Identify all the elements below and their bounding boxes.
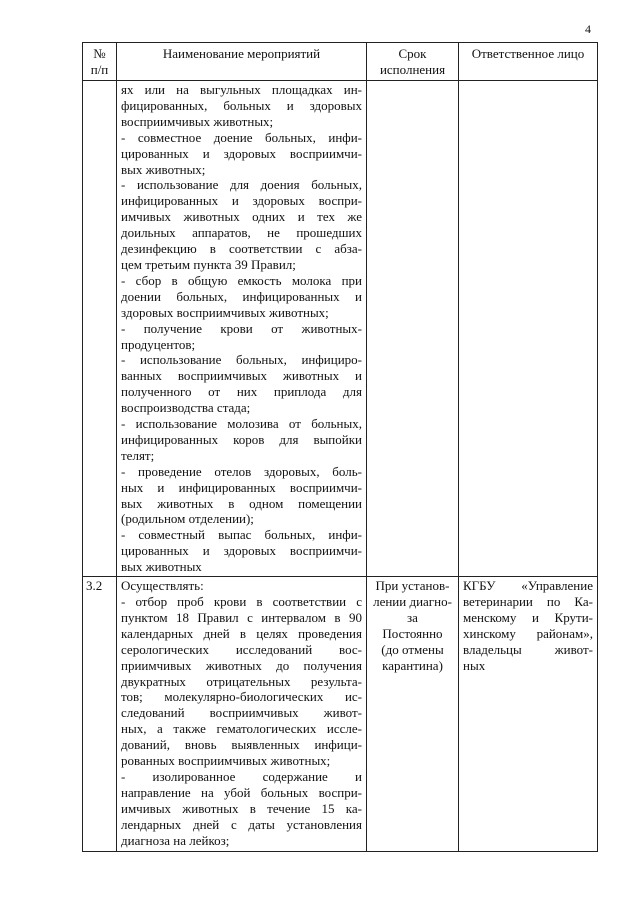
term-cell [367, 81, 459, 577]
table-row [83, 577, 598, 852]
measure-text-line: инфицированных и здоровых воспри- [121, 193, 362, 209]
term-text-line: карантина) [382, 657, 443, 673]
header-number-line: № [93, 46, 106, 61]
measure-text-line: инфицированных коров для выпойки [121, 431, 362, 447]
responsible-text-line: ветеринарии по Ка- [463, 594, 593, 609]
measure-text-line: имчивых животных одних и тех же [121, 209, 362, 225]
term-text-line: (до отмены [381, 641, 444, 657]
measure-text-line: - совместное доение больных, инфи- [121, 129, 362, 145]
measure-text-line: ванных восприимчивых животных и [121, 368, 362, 384]
responsible-cell [459, 577, 598, 852]
measure-text-line: ных и инфицированных восприимчи- [121, 479, 362, 495]
header-responsible-text: Ответственное лицо [471, 46, 585, 61]
term-text-line: лении диагно- [373, 594, 452, 609]
header-responsible [459, 43, 598, 81]
measure-text-line: следований восприимчивых живот- [121, 705, 362, 721]
responsible-text-line: ных [463, 657, 486, 673]
header-number [83, 43, 117, 81]
header-name [117, 43, 367, 81]
measure-text-line: - использование для доения больных, [121, 177, 362, 193]
measure-text-line: приимчивых животных до получения [121, 657, 362, 673]
measure-text-line: лендарных дней с даты установления [121, 816, 362, 832]
measure-text-line: календарных дней в целях проведения [121, 625, 362, 641]
measures-table [82, 42, 598, 852]
page-number: 4 [585, 22, 591, 36]
measure-text-line: восприимчивых животных; [121, 113, 274, 129]
responsible-cell [459, 81, 598, 577]
responsible-text-line: хинскому районам», [463, 625, 593, 641]
measure-text-line: цированных и здоровых восприимчи- [121, 145, 362, 161]
responsible-text-line: владельцы живот- [463, 641, 593, 657]
measure-text-line: двукратных отрицательных результа- [121, 673, 362, 689]
header-term-line: Срок [398, 46, 427, 61]
measure-text-line: Осуществлять: [121, 578, 204, 594]
measure-description-cell [117, 81, 367, 577]
measure-text-line: - совместный выпас больных, инфи- [121, 527, 362, 543]
table-header-row [83, 43, 598, 81]
measure-text-line: диагноза на лейкоз; [121, 832, 230, 848]
measure-text-line: серологических исследований вос- [121, 641, 362, 657]
header-term-line: исполнения [379, 62, 446, 77]
measure-text-line: воспроизводства стада; [121, 400, 251, 416]
measure-text-line: - проведение отелов здоровых, боль- [121, 463, 362, 479]
responsible-text-line: менскому и Крути- [463, 609, 593, 625]
term-text-line: за [407, 609, 418, 625]
measure-text-line: - изолированное содержание и [121, 768, 362, 784]
measure-description-cell [117, 577, 367, 852]
term-text-line: Постоянно [382, 625, 443, 641]
measure-text-line: вых животных; [121, 161, 206, 177]
header-number-line: п/п [90, 62, 109, 77]
table-row [83, 81, 598, 577]
measure-text-line: продуцентов; [121, 336, 196, 352]
measure-text-line: вых животных [121, 559, 202, 575]
measure-text-line: доильных аппаратов, не прошедших [121, 225, 362, 241]
measure-text-line: фицированных, больных и здоровых [121, 97, 362, 113]
measure-text-line: ях или на выгульных площадках ин- [121, 82, 362, 97]
measure-text-line: - использование больных, инфициро- [121, 352, 362, 368]
term-cell [367, 577, 459, 852]
measure-text-line: пунктом 18 Правил с интервалом в 90 [121, 609, 362, 625]
measure-text-line: дований, вновь выявленных инфици- [121, 737, 362, 753]
measure-text-line: рованных восприимчивых животных; [121, 753, 331, 769]
header-term [367, 43, 459, 81]
measure-text-line: - отбор проб крови в соответствии с [121, 594, 362, 609]
measure-text-line: (родильном отделении); [121, 511, 254, 527]
measure-text-line: здоровых восприимчивых животных; [121, 304, 329, 320]
measure-text-line: дезинфекцию в соответствии с абза- [121, 241, 362, 257]
measure-text-line: телят; [121, 447, 155, 463]
measure-text-line: тов; молекулярно-биологических ис- [121, 689, 362, 705]
row-number-cell [83, 81, 117, 577]
measure-text-line: имчивых животных в течение 15 ка- [121, 800, 362, 816]
measure-text-line: доении больных, инфицированных и [121, 288, 362, 304]
measure-text-line: - использование молозива от больных, [121, 416, 362, 432]
measure-text-line: полученного от них приплода для [121, 384, 362, 400]
measure-text-line: цированных и здоровых восприимчи- [121, 543, 362, 559]
responsible-text-line: КГБУ «Управление [463, 578, 593, 594]
measure-text-line: - получение крови от животных- [121, 320, 362, 336]
measure-text-line: направление на убой больных воспри- [121, 784, 362, 800]
measure-text-line: - сбор в общую емкость молока при [121, 272, 362, 288]
row-number-cell: 3.2 [83, 577, 117, 852]
header-name-text: Наименование мероприятий [162, 46, 321, 61]
measure-text-line: вых животных в одном помещении [121, 495, 362, 511]
term-text-line: При установ- [375, 578, 450, 594]
measure-text-line: ных, а также гематологических иссле- [121, 721, 362, 737]
measure-text-line: цем третьим пункта 39 Правил; [121, 256, 296, 272]
